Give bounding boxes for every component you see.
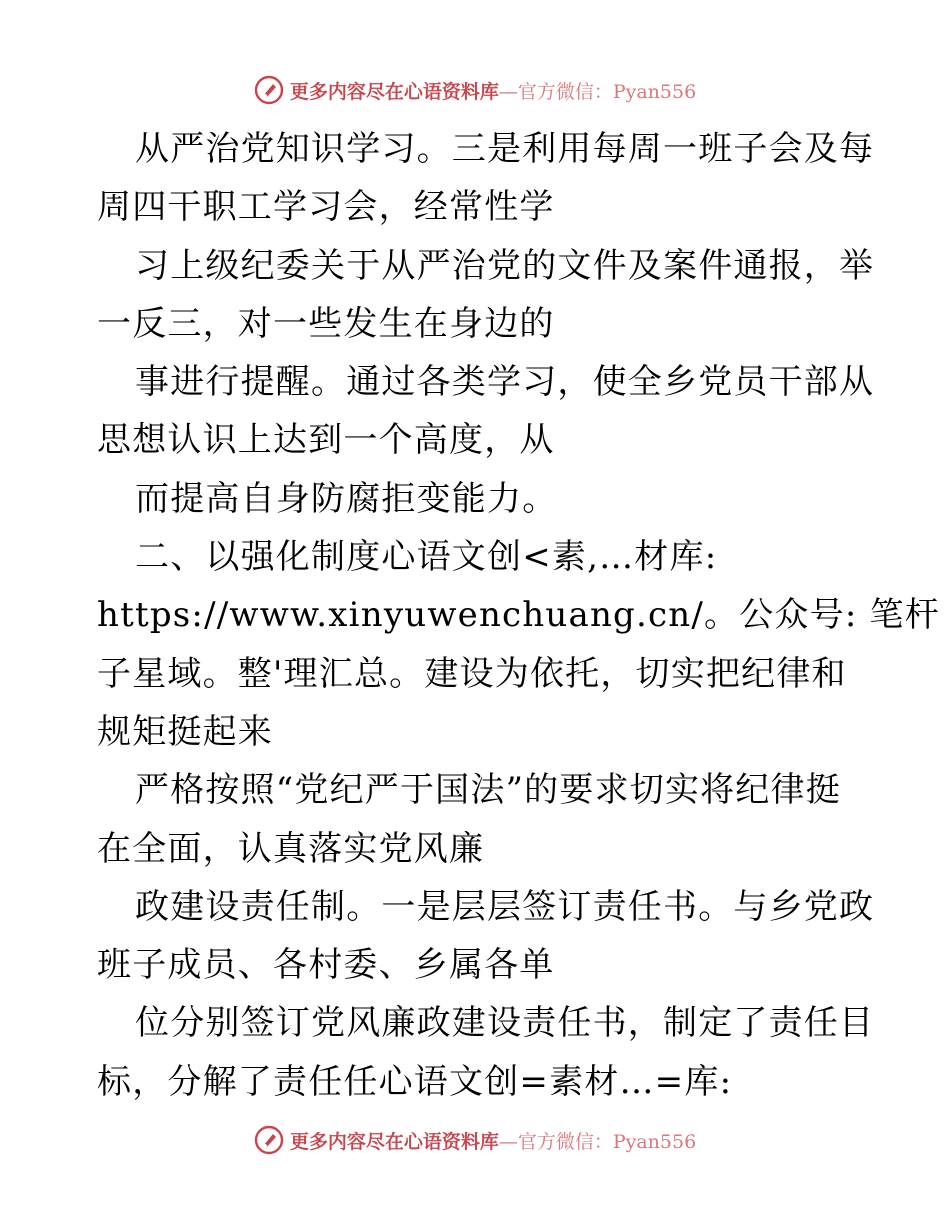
text-line: 政建设责任制。一是层层签订责任书。与乡党政 [135,886,875,927]
banner-main-text: 更多内容尽在心语资料库 [289,80,499,103]
text-line: 从严治党知识学习。三是利用每周一班子会及每 [135,129,875,169]
banner-wechat-text: 官方微信：Pyan556 [517,1130,697,1153]
text-line: https://www.xinyuwenchuang.cn/。公众号: 笔杆 [97,595,940,636]
header-banner [0,70,950,110]
document-body [97,120,940,1111]
pen-nib-circle-icon [254,75,284,105]
banner-text [290,1127,696,1154]
text-line: 位分别签订党风廉政建设责任书，制定了责任目 [135,1003,875,1044]
text-line: 在全面，认真落实党风廉 [97,828,485,869]
pen-nib-circle-icon [254,1125,284,1155]
text-line: 标，分解了责任任心语文创=素材…=库: [97,1061,733,1102]
text-line: 规矩挺起来 [97,711,273,752]
text-line: 习上级纪委关于从严治党的文件及案件通报，举 [135,245,875,286]
banner-main-text: 更多内容尽在心语资料库 [289,1130,499,1153]
footer-banner [0,1120,950,1160]
text-line: 一反三，对一些发生在身边的 [97,303,555,344]
text-line: 班子成员、各村委、乡属各单 [97,945,555,986]
text-line: 而提高自身防腐拒变能力。 [135,478,558,519]
text-line: 子星域。整'理汇总。建设为依托，切实把纪律和 [97,653,847,694]
banner-text [290,77,696,104]
text-line: 事进行提醒。通过各类学习，使全乡党员干部从 [135,362,875,403]
text-line: 二、以强化制度心语文创<素,…材库: [135,537,718,578]
text-line: 周四干职工学习会，经常性学 [97,187,555,228]
banner-wechat-text: 官方微信：Pyan556 [517,80,697,103]
text-line: 严格按照“党纪严于国法”的要求切实将纪律挺 [135,770,841,811]
banner-separator: — [498,1130,518,1153]
banner-separator: — [498,80,518,103]
text-line: 思想认识上达到一个高度，从 [97,420,555,461]
